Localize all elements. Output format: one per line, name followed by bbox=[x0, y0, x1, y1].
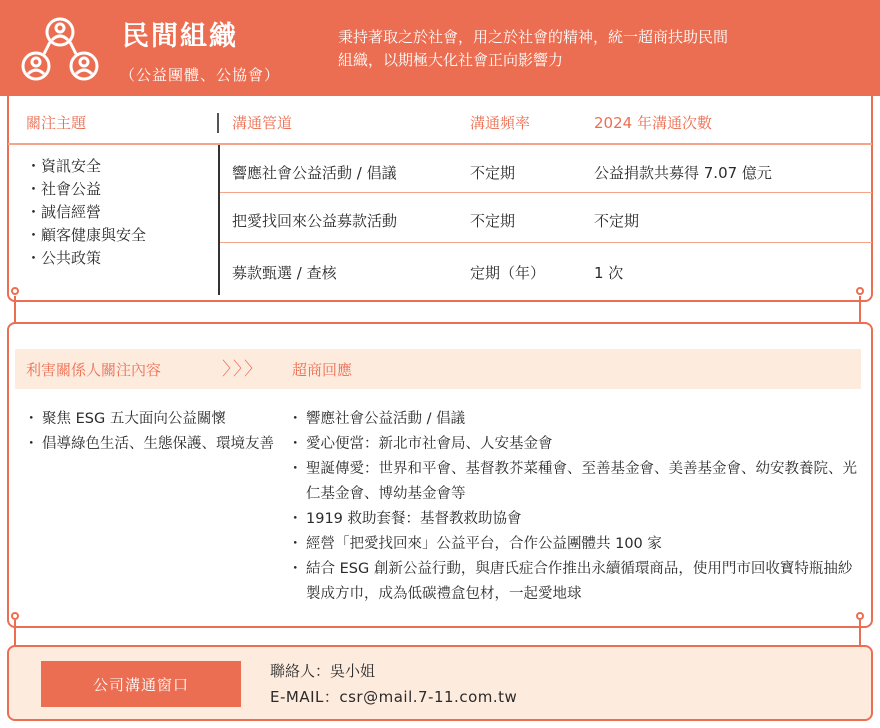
topic-item: ・ 資訊安全 bbox=[26, 155, 146, 178]
page-subtitle: （公益團體、公協會） bbox=[120, 66, 281, 84]
table-cell-count: 1 次 bbox=[594, 264, 624, 282]
table-cell-frequency: 不定期 bbox=[470, 164, 516, 182]
description-line: 秉持著取之於社會，用之於社會的精神，統一超商扶助民間 bbox=[338, 28, 729, 46]
header-channel: 溝通管道 bbox=[232, 114, 293, 132]
concern-list bbox=[26, 407, 276, 457]
arrow-icon: 〉〉〉 bbox=[222, 359, 264, 380]
table-cell-frequency: 不定期 bbox=[470, 212, 516, 230]
stakeholder-concerns-title: 利害關係人關注內容 bbox=[26, 361, 162, 379]
header-topic: 關注主題 bbox=[26, 114, 87, 132]
topic-item: ・ 顧客健康與安全 bbox=[26, 224, 146, 247]
connector-dot bbox=[11, 612, 19, 620]
list-item: ・ 結合 ESG 創新公益行動，與唐氏症合作推出永續循環商品，使用門市回收寶特瓶抽紗製成方巾，成為低碳禮盒包材，一起愛地球 bbox=[290, 557, 860, 607]
connector-dot bbox=[11, 287, 19, 295]
response-list bbox=[290, 407, 860, 607]
contact-name: 聯絡人：吳小姐 bbox=[270, 662, 376, 680]
topic-item: ・ 誠信經營 bbox=[26, 201, 146, 224]
description-line: 組織，以期極大化社會正向影響力 bbox=[338, 51, 564, 69]
column-divider bbox=[218, 145, 220, 295]
header-divider bbox=[217, 113, 219, 133]
list-item: ・ 響應社會公益活動 / 倡議 bbox=[290, 407, 860, 432]
response-title: 超商回應 bbox=[292, 361, 353, 379]
table-cell-count: 不定期 bbox=[594, 212, 640, 230]
row-divider bbox=[220, 242, 872, 243]
table-cell-channel: 募款甄選 / 查核 bbox=[232, 264, 337, 282]
topic-item: ・ 社會公益 bbox=[26, 178, 146, 201]
list-item: ・ 1919 救助套餐：基督教救助協會 bbox=[290, 507, 860, 532]
header-frequency: 溝通頻率 bbox=[470, 114, 531, 132]
people-network-icon bbox=[18, 14, 102, 84]
list-item: ・ 經營「把愛找回來」公益平台，合作公益團體共 100 家 bbox=[290, 532, 860, 557]
table-cell-channel: 響應社會公益活動 / 倡議 bbox=[232, 164, 397, 182]
list-item: ・ 聚焦 ESG 五大面向公益關懷 bbox=[26, 407, 276, 432]
row-divider bbox=[220, 192, 872, 193]
list-item: ・ 愛心便當：新北市社會局、人安基金會 bbox=[290, 432, 860, 457]
list-item: ・ 倡導綠色生活、生態保護、環境友善 bbox=[26, 432, 276, 457]
table-cell-channel: 把愛找回來公益募款活動 bbox=[232, 212, 398, 230]
connector-dot bbox=[856, 612, 864, 620]
list-item: ・ 聖誕傳愛：世界和平會、基督教芥菜種會、至善基金會、美善基金會、幼安教養院、光仁基金會、博幼基金會等 bbox=[290, 457, 860, 507]
contact-window-label: 公司溝通窗口 bbox=[41, 661, 241, 707]
table-cell-frequency: 定期（年） bbox=[470, 264, 546, 282]
connector-dot bbox=[856, 287, 864, 295]
table-cell-count: 公益捐款共募得 7.07 億元 bbox=[594, 164, 772, 182]
topic-list bbox=[26, 155, 146, 270]
header-underline bbox=[8, 143, 872, 145]
topic-item: ・ 公共政策 bbox=[26, 247, 146, 270]
header-description bbox=[338, 26, 858, 72]
page-title: 民間組織 bbox=[122, 21, 238, 52]
contact-email[interactable]: E-MAIL：csr@mail.7-11.com.tw bbox=[270, 688, 518, 706]
header-count: 2024 年溝通次數 bbox=[594, 114, 712, 132]
